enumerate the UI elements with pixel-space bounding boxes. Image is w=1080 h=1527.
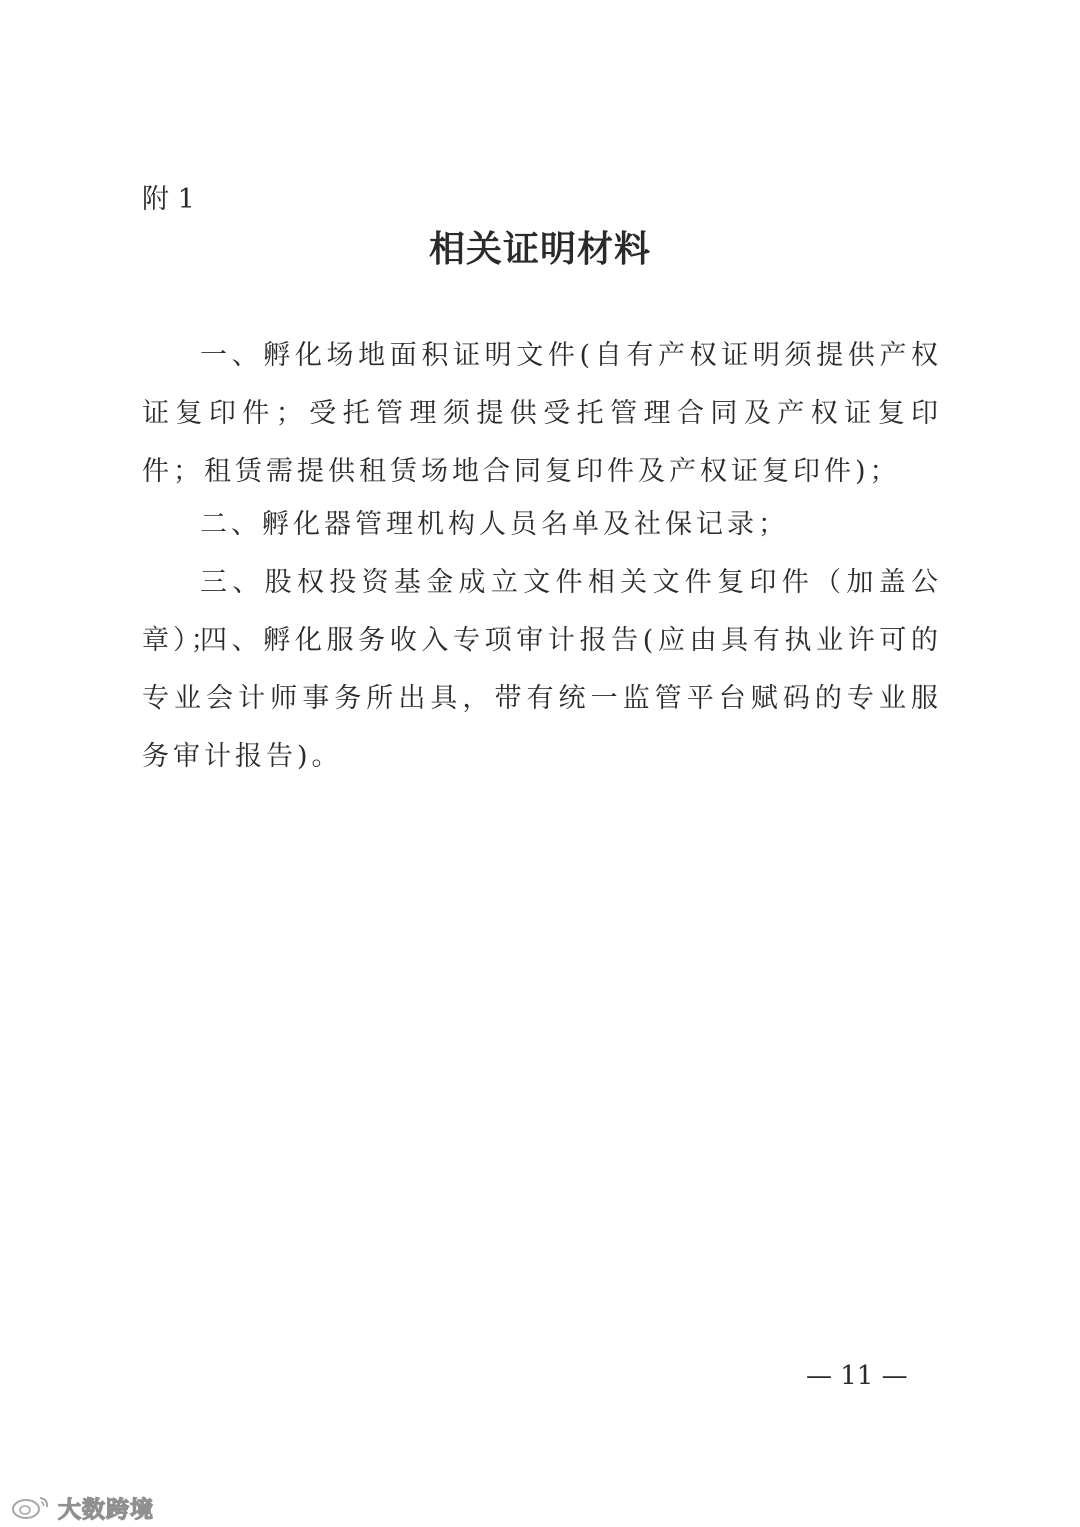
document-title: 相关证明材料	[428, 229, 651, 270]
paragraph-item-3: 三、股权投资基金成立文件相关文件复印件（加盖公章）；	[142, 567, 942, 656]
paragraph-item-1: 一、孵化场地面积证明文件(自有产权证明须提供产权证复印件；受托管理须提供受托管理合同及产权证复印件；租赁需提供租赁场地合同复印件及产权证复印件)；	[142, 340, 942, 487]
attachment-label: 附 1	[142, 184, 195, 215]
watermark	[10, 1490, 154, 1524]
watermark-text: 大数跨境	[58, 1496, 154, 1523]
paragraph-item-2: 二、孵化器管理机构人员名单及社保记录；	[200, 509, 789, 540]
paragraph-item-4: 四、孵化服务收入专项审计报告(应由具有执业许可的专业会计师事务所出具，带有统一监管平台赋码的专业服务审计报告)。	[142, 625, 942, 772]
weibo-logo-icon	[10, 1494, 52, 1520]
page-number: — 11 —	[806, 1361, 908, 1391]
